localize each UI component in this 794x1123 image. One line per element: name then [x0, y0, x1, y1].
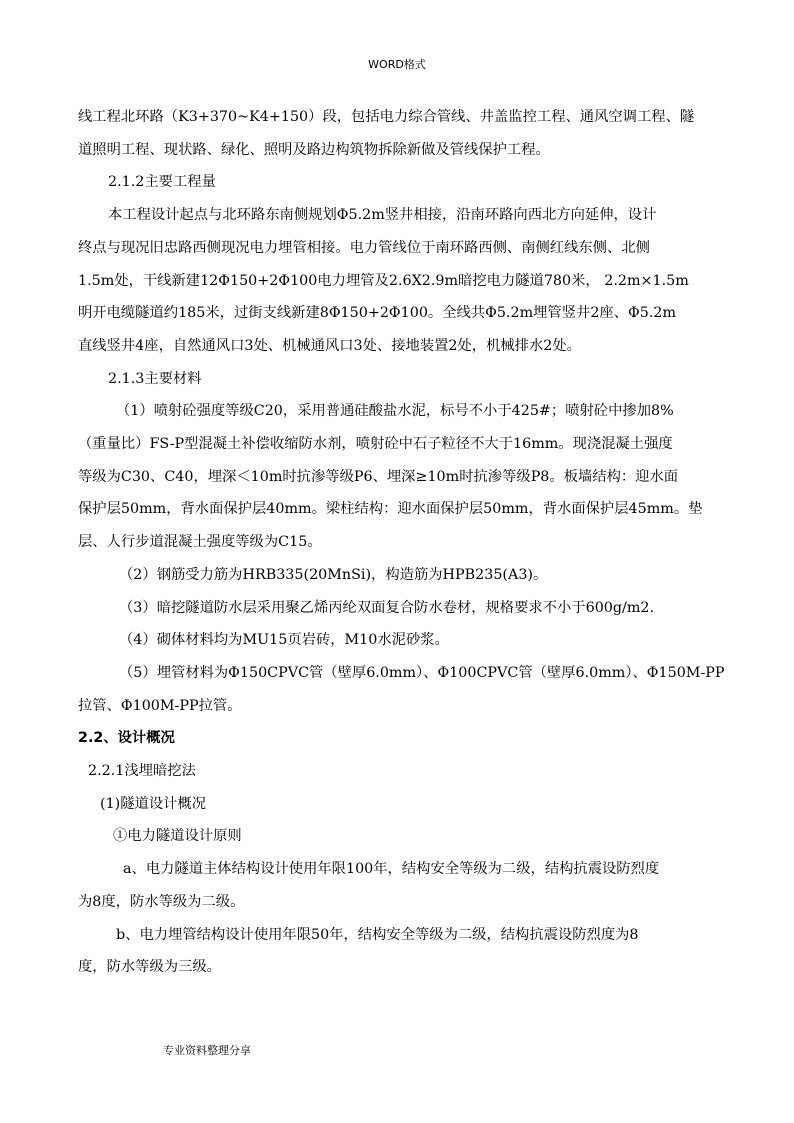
list-item: （2）钢筋受力筋为HRB335(20MnSi)，构造筋为HPB235(A3)。 [119, 566, 548, 583]
page-header: WORD格式 [368, 58, 426, 71]
document-body [78, 101, 725, 984]
section-heading-2-1-3: 2.1.3主要材料 [108, 370, 202, 387]
paragraph-line: 本工程设计起点与北环路东南侧规划Φ5.2m竖井相接，沿南环路向西北方向延伸，设计 [108, 207, 657, 224]
section-heading-2-2: 2.2、设计概况 [78, 730, 175, 747]
list-item: （5）埋管材料为Φ150CPVC管（壁厚6.0mm）、Φ100CPVC管（壁厚6.0mm）、Φ150M-PP [119, 664, 725, 681]
list-item: a、电力隧道主体结构设计使用年限100年，结构安全等级为二级，结构抗震设防烈度 [123, 861, 660, 878]
paragraph-line: 拉管、Φ100M-PP拉管。 [78, 697, 242, 714]
section-heading-2-2-1: 2.2.1浅埋暗挖法 [88, 763, 196, 780]
paragraph-line: 线工程北环路（K3+370~K4+150）段，包括电力综合管线、井盖监控工程、通风空调工程、隧 [78, 109, 695, 125]
paragraph-line: 明开电缆隧道约185米，过街支线新建8Φ150+2Φ100。全线共Φ5.2m埋管竖井2座、Φ5.2m [78, 305, 677, 322]
list-item: （3）暗挖隧道防水层采用聚乙烯丙纶双面复合防水卷材，规格要求不小于600g/m2. [119, 599, 655, 616]
paragraph-line: 度，防水等级为三级。 [78, 959, 221, 976]
paragraph-line: 保护层50mm，背水面保护层40mm。梁柱结构：迎水面保护层50mm，背水面保护层45mm。垫 [78, 501, 703, 518]
list-item: （1）喷射砼强度等级C20，采用普通硅酸盐水泥，标号不小于425#；喷射砼中掺加8% [116, 403, 674, 420]
paragraph-line: 等级为C30、C40，埋深＜10m时抗渗等级P6、埋深≥10m时抗渗等级P8。板墙结构：迎水面 [78, 468, 679, 485]
paragraph-line: （重量比）FS-P型混凝土补偿收缩防水剂，喷射砼中石子粒径不大于16mm。现浇混凝土强度 [78, 436, 673, 453]
paragraph-line: 层、人行步道混凝土强度等级为C15。 [78, 534, 322, 551]
page-footer: 专业资料整理分享 [163, 1044, 251, 1057]
paragraph-line: 终点与现况旧忠路西侧现况电力埋管相接。电力管线位于南环路西侧、南侧红线东侧、北侧 [78, 239, 650, 256]
list-item: b、电力埋管结构设计使用年限50年，结构安全等级为二级，结构抗震设防烈度为8 [116, 926, 639, 943]
paragraph-line: 直线竖井4座，自然通风口3处、机械通风口3处、接地装置2处，机械排水2处。 [78, 337, 581, 354]
section-heading-2-1-2: 2.1.2主要工程量 [108, 174, 216, 191]
subsection-heading: (1)隧道设计概况 [100, 795, 207, 812]
paragraph-line: 道照明工程、现状路、绿化、照明及路边构筑物拆除新做及管线保护工程。 [78, 141, 550, 158]
subsection-heading: ①电力隧道设计原则 [113, 828, 242, 845]
list-item: （4）砌体材料均为MU15页岩砖，M10水泥砂浆。 [119, 632, 449, 649]
paragraph-line: 为8度，防水等级为二级。 [78, 893, 245, 910]
paragraph-line: 1.5m处，干线新建12Φ150+2Φ100电力埋管及2.6X2.9m暗挖电力隧道780米， 2.2m×1.5m [78, 272, 689, 289]
